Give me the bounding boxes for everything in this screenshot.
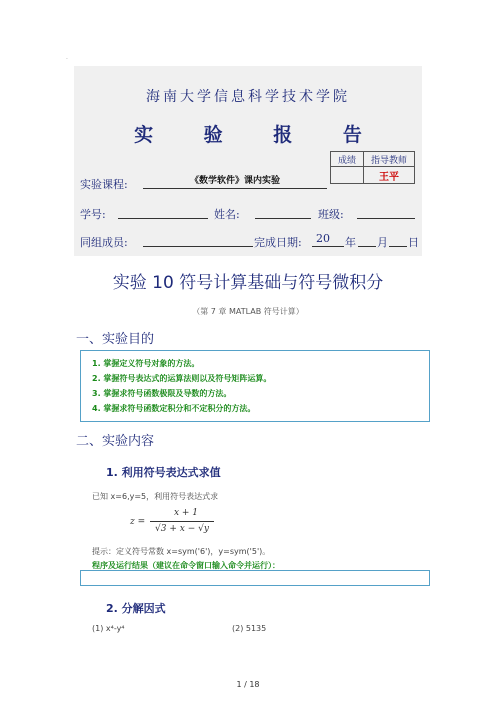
name-field [255,204,311,219]
month-label: 月 [377,236,388,249]
task1-title: 1. 利用符号表达式求值 [106,466,221,479]
task2-item-a: (1) x⁴-y⁴ [92,624,125,633]
year-label: 年 [345,236,356,249]
formula-denominator: √3 + x − √y [155,524,209,534]
members-field [143,232,253,247]
month-field [358,232,376,247]
name-label: 姓名: [214,208,240,221]
aim-item: 1. 掌握定义符号对象的方法。 [92,359,200,368]
page-number: 1 / 18 [236,680,260,689]
task2-title: 2. 分解因式 [106,602,166,615]
day-label: 日 [408,236,419,249]
date-prefix: 20 [312,232,334,247]
class-field [357,204,415,219]
hint-text: 提示：定义符号常数 x=sym('6')，y=sym('5')。 [92,547,271,556]
aim-item: 4. 掌握求符号函数定积分和不定积分的方法。 [92,404,256,413]
formula-lhs: z = [130,517,146,527]
aim-item: 3. 掌握求符号函数极限及导数的方法。 [92,389,232,398]
corner-mark: · [66,56,68,63]
teacher-name: 王平 [364,167,415,184]
task2-item-b: (2) 5135 [232,624,267,633]
class-label: 班级: [318,208,344,221]
aim-item: 2. 掌握符号表达式的运算法则以及符号矩阵运算。 [92,374,272,383]
fraction-bar [150,521,214,522]
report-title: 实 验 报 告 [134,124,384,146]
course-value: 《数学软件》课内实验 [143,174,327,189]
grade-value [331,167,364,184]
members-label: 同组成员: [80,236,128,249]
formula-numerator: x + 1 [173,508,199,518]
answer-box [80,570,430,586]
chapter-note: （第 7 章 MATLAB 符号计算） [192,307,304,316]
section-content-heading: 二、实验内容 [76,434,155,449]
grade-table [330,151,415,184]
student-id-field [118,204,208,219]
school-name: 海南大学信息科学技术学院 [146,89,350,105]
teacher-label: 指导教师 [364,152,415,167]
grade-label: 成绩 [331,152,364,167]
section-aims-heading: 一、实验目的 [76,332,155,347]
experiment-title: 实验 10 符号计算基础与符号微积分 [112,273,384,293]
day-field [389,232,407,247]
program-label: 程序及运行结果（建议在命令窗口输入命令并运行）： [92,561,280,570]
student-id-label: 学号: [80,208,106,221]
year-field [334,232,344,247]
task1-text: 已知 x=6,y=5，利用符号表达式求 [92,492,219,501]
course-label: 实验课程: [80,178,128,191]
date-label: 完成日期: [254,236,302,249]
